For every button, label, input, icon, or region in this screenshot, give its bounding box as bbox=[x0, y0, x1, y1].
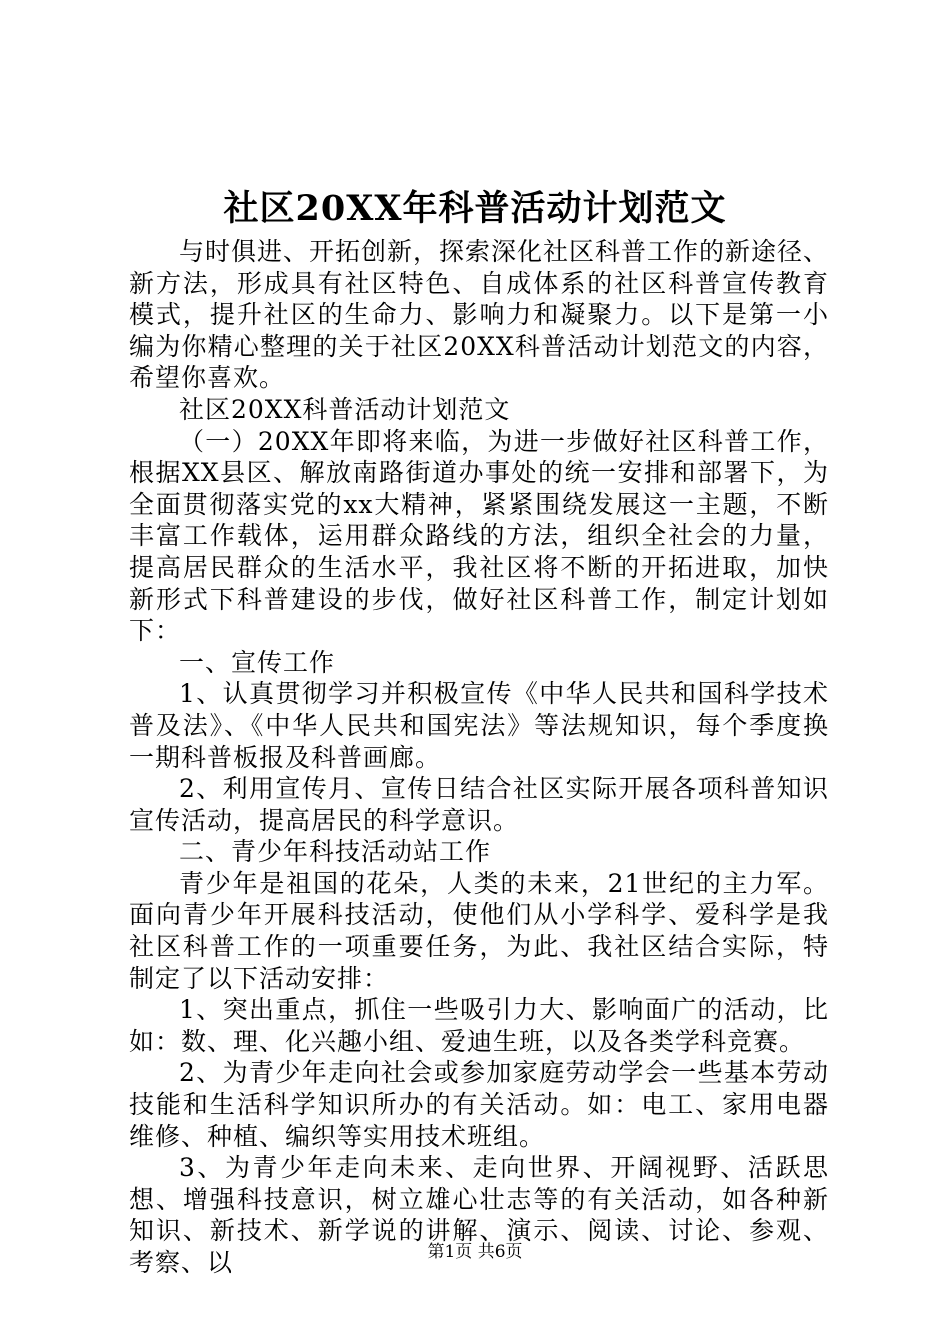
paragraph-overview: （一）20XX年即将来临，为进一步做好社区科普工作，根据XX县区、解放南路街道办事处的统一安排和部署下，为全面贯彻落实党的xx大精神，紧紧围绕发展这一主题，不断丰富工作载体，运用群众路线的方法，组织全社会的力量，提高居民群众的生活水平，我社区将不断的开拓进取，加快新形式下科普建设的步伐，做好社区科普工作，制定计划如下： bbox=[129, 426, 829, 646]
paragraph-youth-intro: 青少年是祖国的花朵，人类的未来，21世纪的主力军。面向青少年开展科技活动，使他们从小学科学、爱科学是我社区科普工作的一项重要任务，为此、我社区结合实际，特制定了以下活动安排： bbox=[129, 868, 829, 993]
heading-publicity-work: 一、宣传工作 bbox=[179, 647, 336, 677]
paragraph-intro: 与时俱进、开拓创新，探索深化社区科普工作的新途径、新方法，形成具有社区特色、自成体系的社区科普宣传教育模式，提升社区的生命力、影响力和凝聚力。以下是第一小编为你精心整理的关于社区20XX科普活动计划范文的内容，希望你喜欢。 bbox=[129, 237, 830, 393]
paragraph-subtitle: 社区20XX科普活动计划范文 bbox=[179, 394, 511, 424]
paragraph-youth-3: 3、为青少年走向未来、走向世界、开阔视野、活跃思想、增强科技意识，树立雄心壮志等的有关活动，如各种新知识、新技术、新学说的讲解、演示、阅读、讨论、参观、考察、以 bbox=[129, 1153, 829, 1277]
document-title: 社区20XX年科普活动计划范文 bbox=[223, 188, 727, 229]
paragraph-youth-2: 2、为青少年走向社会或参加家庭劳动学会一些基本劳动技能和生活科学知识所办的有关活动。如：电工、家用电器维修、种植、编织等实用技术班组。 bbox=[129, 1058, 829, 1151]
paragraph-publicity-1: 1、认真贯彻学习并积极宣传《中华人民共和国科学技术普及法》、《中华人民共和国宪法》等法规知识，每个季度换一期科普板报及科普画廊。 bbox=[129, 679, 829, 772]
page-footer: 第1页 共6页 bbox=[427, 1242, 523, 1262]
heading-youth-station: 二、青少年科技活动站工作 bbox=[179, 837, 492, 867]
paragraph-publicity-2: 2、利用宣传月、宣传日结合社区实际开展各项科普知识宣传活动，提高居民的科学意识。 bbox=[129, 774, 829, 835]
document-body bbox=[129, 236, 829, 1279]
paragraph-youth-1: 1、突出重点，抓住一些吸引力大、影响面广的活动，比如：数、理、化兴趣小组、爱迪生班，以及各类学科竞赛。 bbox=[129, 995, 829, 1056]
